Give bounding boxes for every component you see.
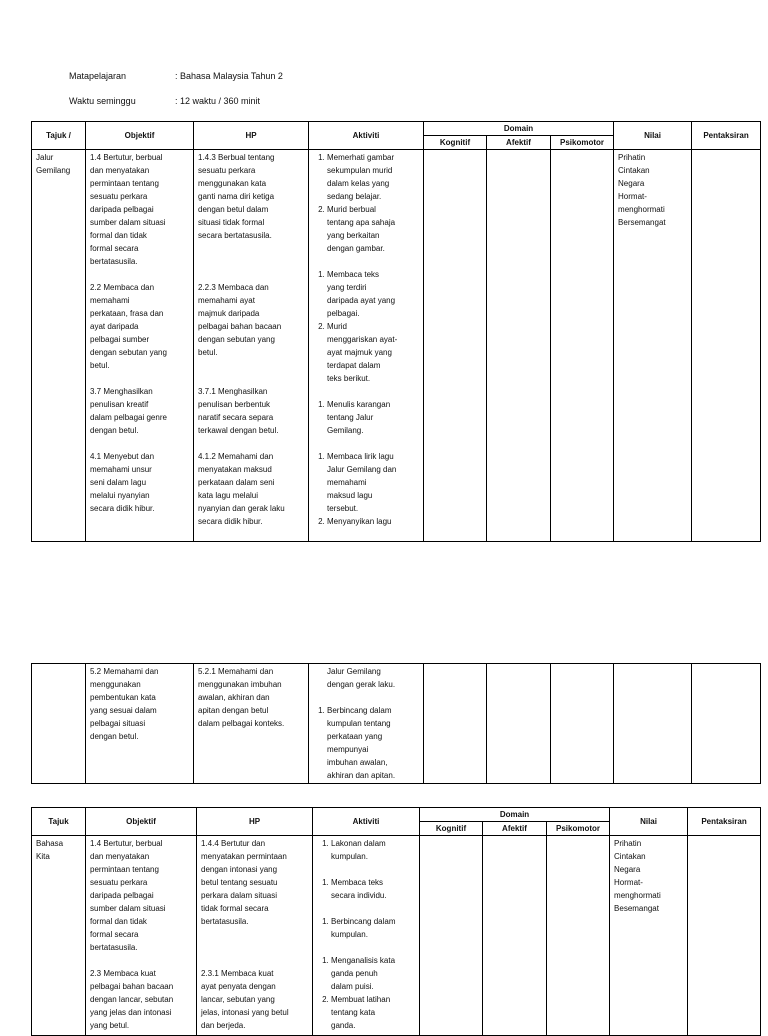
kognitif-cell (424, 150, 487, 542)
header-nilai: Nilai (610, 808, 688, 836)
psikomotor-cell (547, 836, 610, 1036)
aktiviti-cell (313, 836, 420, 1036)
header-hp: HP (197, 808, 313, 836)
psikomotor-cell (551, 150, 614, 542)
pentaksiran-cell (692, 664, 761, 784)
psikomotor-cell (551, 664, 614, 784)
afektif-cell (487, 150, 551, 542)
hp-cell (197, 836, 313, 1036)
aktiviti-step: 2. Menyanyikan lagu (327, 515, 419, 528)
aktiviti-step: 1. Membaca teks yang terdiri daripada ayat yang pelbagai. (327, 268, 419, 320)
time-value: : 12 waktu / 360 minit (175, 96, 261, 106)
header-nilai: Nilai (614, 122, 692, 150)
objektif-item: 2.2 Membaca dan memahami perkataan, frasa dan ayat daripada pelbagai sumber dengan sebutan yang betul. (90, 283, 167, 370)
lesson-table-continued (31, 663, 761, 784)
aktiviti-step: 1. Membaca teks secara individu. (331, 876, 415, 902)
header-pentaksiran: Pentaksiran (688, 808, 761, 836)
header-tajuk: Tajuk (32, 808, 86, 836)
header-tajuk: Tajuk / (32, 122, 86, 150)
aktiviti-continued: Jalur Gemilang dengan gerak laku. (327, 667, 396, 689)
subject-label: Matapelajaran (69, 71, 127, 81)
header-hp: HP (194, 122, 309, 150)
header-kognitif: Kognitif (420, 822, 483, 836)
header-domain: Domain (420, 808, 610, 822)
tajuk-cell (32, 664, 86, 784)
aktiviti-step: 2. Murid berbual tentang apa sahaja yang berkaitan dengan gambar. (327, 203, 419, 255)
lesson-table-2 (31, 807, 761, 1036)
aktiviti-step: 2. Membuat latihan tentang kata ganda. (331, 993, 415, 1032)
kognitif-cell (424, 664, 487, 784)
objektif-item: 2.3 Membaca kuat pelbagai bahan bacaan dengan lancar, sebutan yang jelas dan intonasi yang betul. (90, 969, 174, 1030)
objektif-cell (86, 150, 194, 542)
objektif-item: 1.4 Bertutur, berbual dan menyatakan permintaan tentang sesuatu perkara daripada pelbagai sumber dalam situasi formal dan tidak formal secara bertatasusila. (90, 839, 166, 952)
aktiviti-step: 1. Berbincang dalam kumpulan tentang perkataan yang mempunyai imbuhan awalan, akhiran dan apitan. (327, 704, 419, 782)
pentaksiran-cell (688, 836, 761, 1036)
aktiviti-step: 1. Menulis karangan tentang Jalur Gemilang. (327, 398, 419, 437)
objektif-cell: 5.2 Memahami dan menggunakan pembentukan kata yang sesuai dalam pelbagai situasi dengan betul. (86, 664, 194, 784)
nilai-cell: Prihatin Cintakan Negara Hormat- menghormati Bersemangat (614, 150, 692, 542)
header-objektif: Objektif (86, 808, 197, 836)
aktiviti-cell (309, 150, 424, 542)
header-aktiviti: Aktiviti (313, 808, 420, 836)
header-objektif: Objektif (86, 122, 194, 150)
objektif-item: 4.1 Menyebut dan memahami unsur seni dalam lagu melalui nyanyian secara didik hibur. (90, 452, 155, 513)
tajuk-cell: Jalur Gemilang (32, 150, 86, 542)
hp-item: 2.3.1 Membaca kuat ayat penyata dengan lancar, sebutan yang jelas, intonasi yang betul dan berjeda. (201, 969, 289, 1030)
aktiviti-cell (309, 664, 424, 784)
nilai-cell: Prihatin Cintakan Negara Hormat- menghormati Besemangat (610, 836, 688, 1036)
time-label: Waktu seminggu (69, 96, 136, 106)
hp-cell (194, 150, 309, 542)
hp-item: 4.1.2 Memahami dan menyatakan maksud perkataan dalam seni kata lagu melalui nyanyian dan gerak laku secara didik hibur. (198, 452, 285, 526)
subject-value: : Bahasa Malaysia Tahun 2 (175, 71, 283, 81)
aktiviti-step: 1. Menganalisis kata ganda penuh dalam puisi. (331, 954, 415, 993)
header-psikomotor: Psikomotor (547, 822, 610, 836)
aktiviti-step: 2. Murid menggariskan ayat- ayat majmuk yang terdapat dalam teks berikut. (327, 320, 419, 385)
afektif-cell (487, 664, 551, 784)
objektif-item: 3.7 Menghasilkan penulisan kreatif dalam pelbagai genre dengan betul. (90, 387, 167, 435)
kognitif-cell (420, 836, 483, 1036)
aktiviti-step: 1. Lakonan dalam kumpulan. (331, 837, 415, 863)
hp-item: 1.4.3 Berbual tentang sesuatu perkara menggunakan kata ganti nama diri ketiga dengan betul dalam situasi tidak formal secara bertatasusila. (198, 153, 275, 240)
hp-item: 1.4.4 Bertutur dan menyatakan permintaan dengan intonasi yang betul tentang sesuatu perkara dalam situasi tidak formal secara bertatasusila. (201, 839, 287, 926)
hp-cell: 5.2.1 Memahami dan menggunakan imbuhan awalan, akhiran dan apitan dengan betul dalam pelbagai konteks. (194, 664, 309, 784)
aktiviti-step: 1. Memerhati gambar sekumpulan murid dalam kelas yang sedang belajar. (327, 151, 419, 203)
header-domain: Domain (424, 122, 614, 136)
subject-line (69, 71, 283, 81)
nilai-cell (614, 664, 692, 784)
hp-item: 2.2.3 Membaca dan memahami ayat majmuk daripada pelbagai bahan bacaan dengan sebutan yang betul. (198, 283, 282, 357)
hp-item: 3.7.1 Menghasilkan penulisan berbentuk naratif secara separa terkawal dengan betul. (198, 387, 279, 435)
lesson-table-1 (31, 121, 761, 542)
header-afektif: Afektif (483, 822, 547, 836)
objektif-item: 1.4 Bertutur, berbual dan menyatakan permintaan tentang sesuatu perkara daripada pelbagai sumber dalam situasi formal dan tidak formal secara bertatasusila. (90, 153, 166, 266)
header-psikomotor: Psikomotor (551, 136, 614, 150)
tajuk-cell: Bahasa Kita (32, 836, 86, 1036)
pentaksiran-cell (692, 150, 761, 542)
time-line (69, 96, 260, 106)
header-afektif: Afektif (487, 136, 551, 150)
header-aktiviti: Aktiviti (309, 122, 424, 150)
header-kognitif: Kognitif (424, 136, 487, 150)
aktiviti-step: 1. Berbincang dalam kumpulan. (331, 915, 415, 941)
aktiviti-step: 1. Membaca lirik lagu Jalur Gemilang dan memahami maksud lagu tersebut. (327, 450, 419, 515)
header-pentaksiran: Pentaksiran (692, 122, 761, 150)
afektif-cell (483, 836, 547, 1036)
objektif-cell (86, 836, 197, 1036)
